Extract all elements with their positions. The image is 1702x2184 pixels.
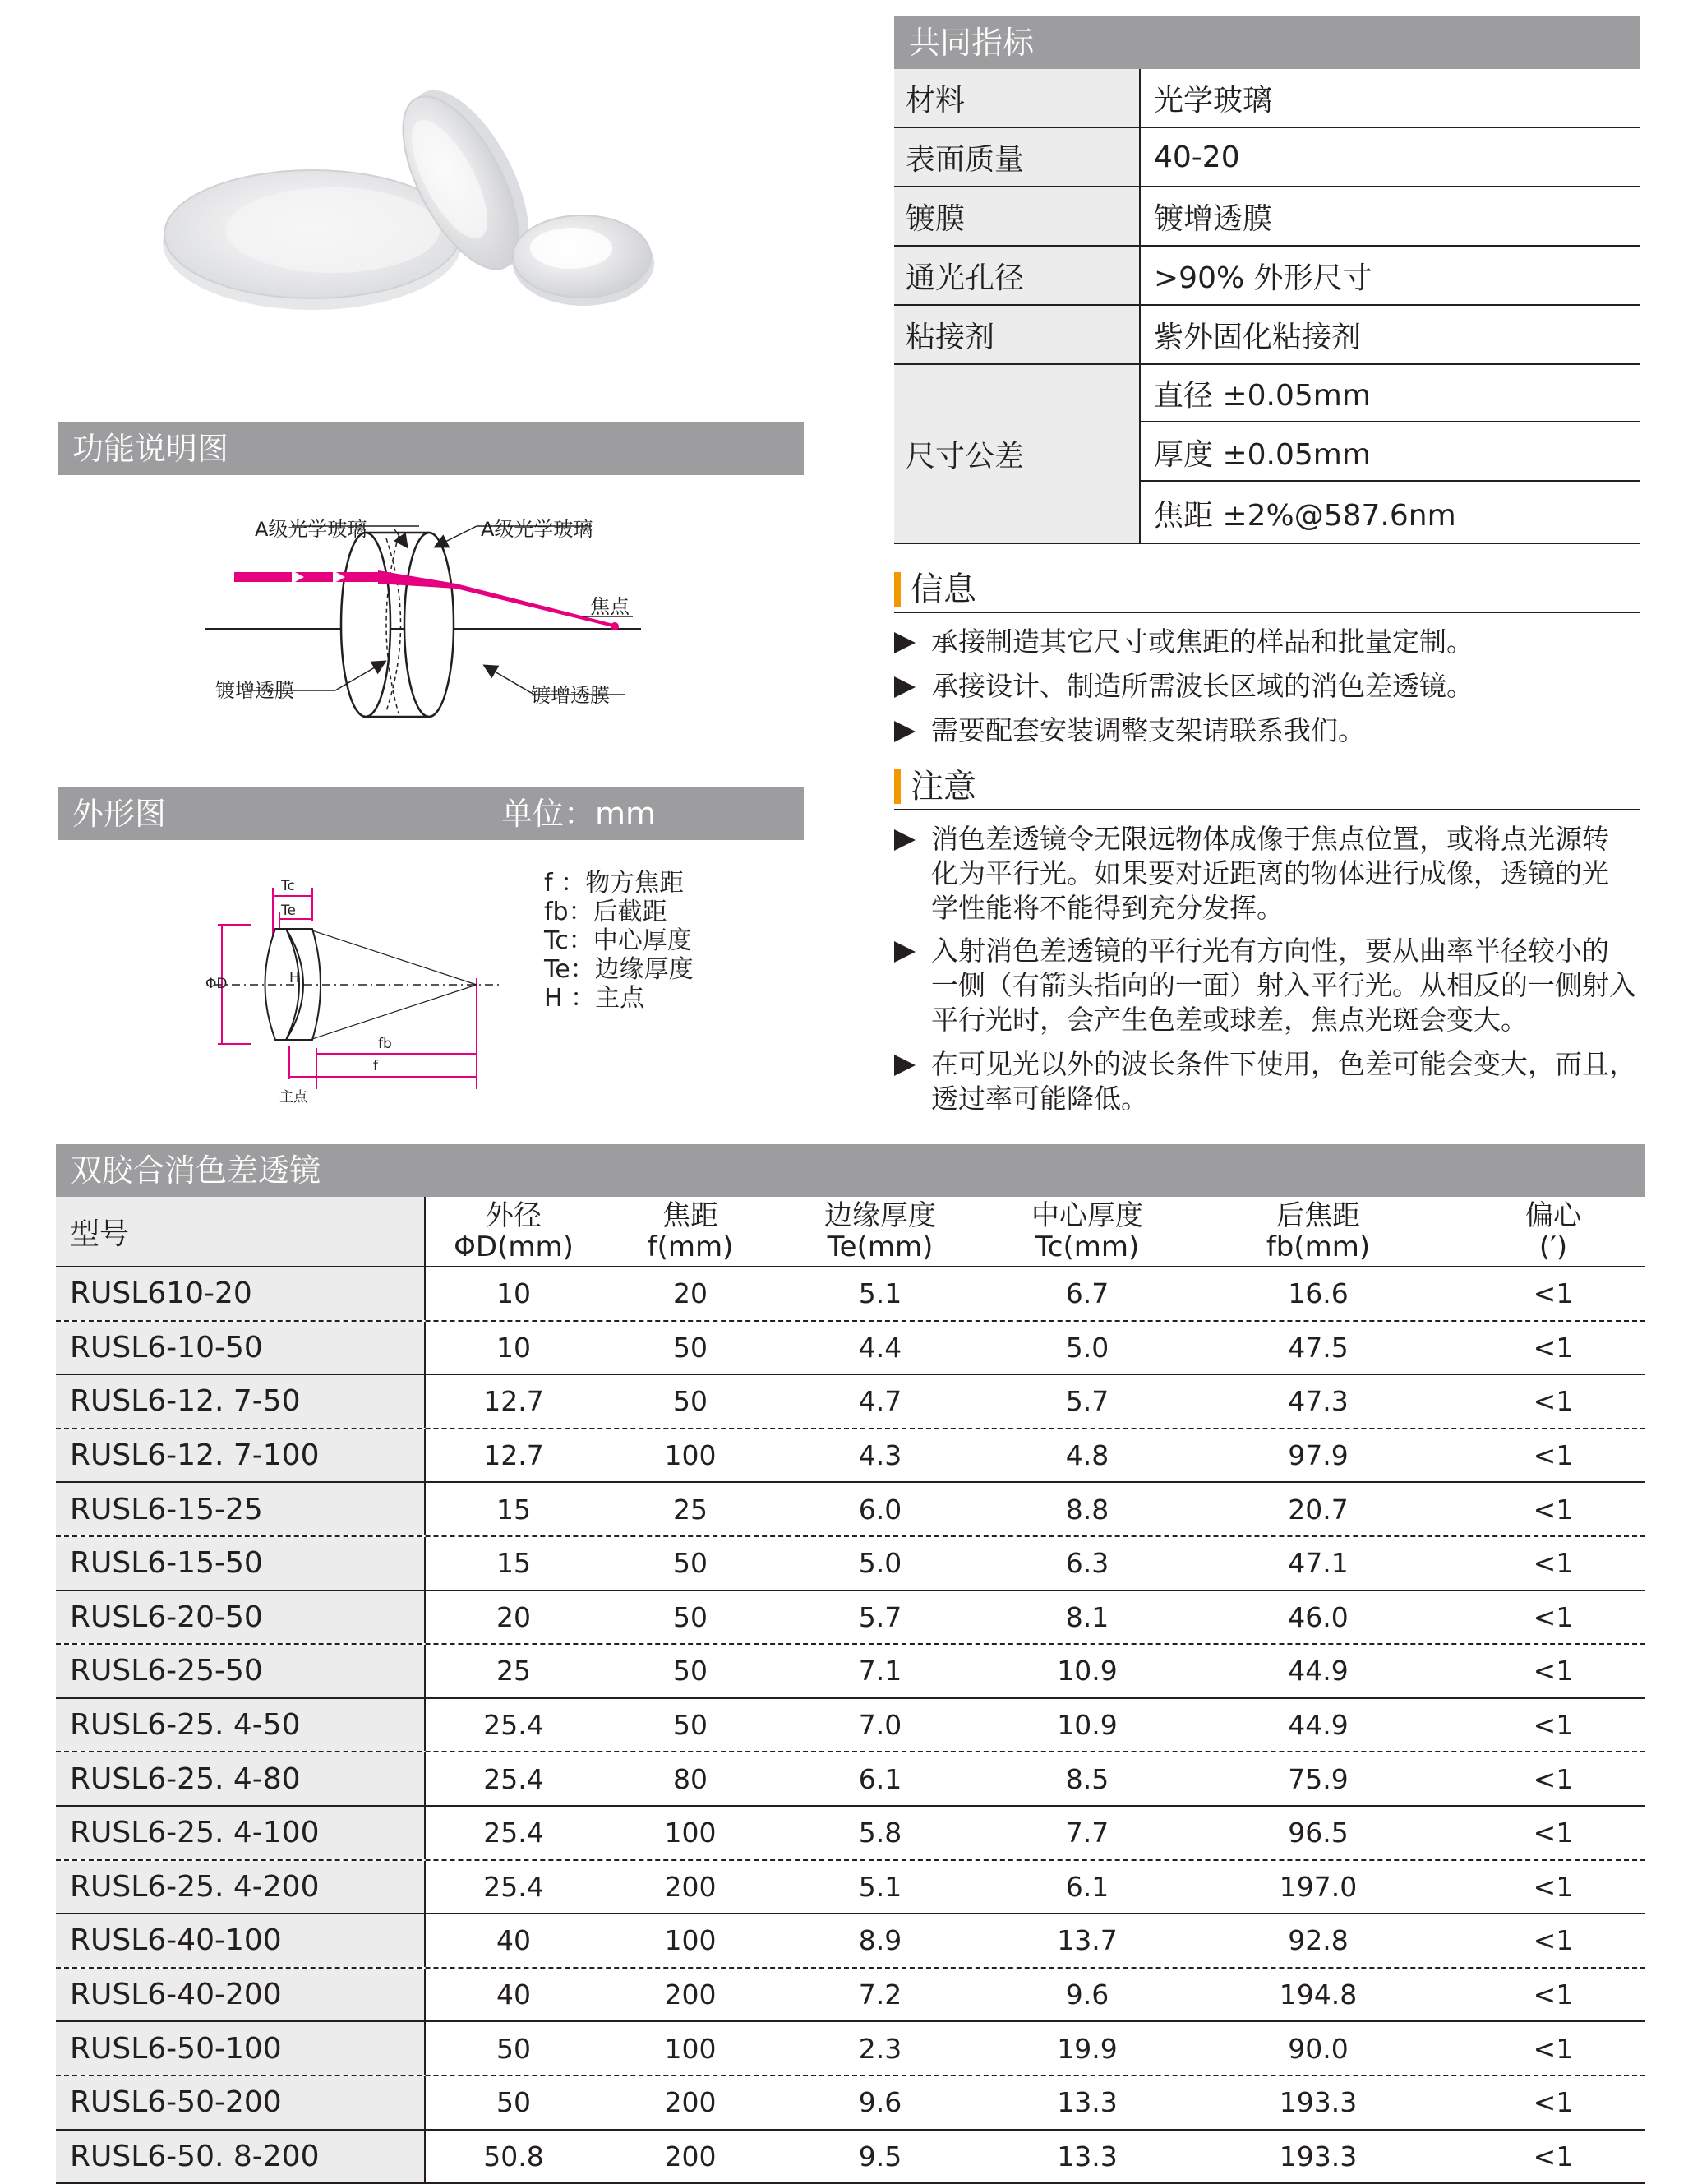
value-cell: 5.7 [858, 1600, 902, 1633]
info-title: 信息 [911, 570, 976, 608]
spec-value: 镀增透膜 [1154, 201, 1273, 236]
table-row [56, 1969, 1645, 2023]
value-cell: 8.8 [1065, 1493, 1109, 1526]
label-phi-d: ΦD [205, 976, 228, 992]
bullet-arrow-icon [894, 829, 916, 851]
model-cell: RUSL6-25. 4-100 [56, 1807, 426, 1859]
value-cell: 20 [496, 1600, 531, 1633]
model-header-cell [56, 1197, 426, 1266]
value-cell: 92.8 [1288, 1924, 1349, 1957]
model-cell: RUSL6-40-200 [56, 1969, 426, 2021]
value-cell: 2.3 [858, 2032, 902, 2065]
value-cell: 47.3 [1288, 1385, 1349, 1418]
bullet-arrow-icon [894, 676, 916, 698]
value-cell: 20 [673, 1277, 708, 1310]
value-cell: 6.3 [1065, 1547, 1109, 1580]
spec-table [894, 16, 1640, 544]
bullet-arrow-icon [894, 941, 916, 963]
spec-value: 40-20 [1154, 140, 1240, 174]
value-cell: 10 [496, 1331, 531, 1364]
section-marker [894, 769, 901, 804]
product-title-bar [56, 1144, 1645, 1197]
note-item: 入射消色差透镜的平行光有方向性，要从曲率半径较小的 一侧（有箭头指向的一面）射入平行光。从相反的一侧射入 平行光时，会产生色差或球差，焦点光斑会变大。 [894, 934, 1640, 1037]
spec-divider [1139, 69, 1141, 544]
spec-value: 光学玻璃 [1154, 83, 1273, 118]
spec-row [894, 69, 1640, 128]
value-cell: <1 [1533, 1331, 1574, 1364]
value-cell: 194.8 [1279, 1979, 1358, 2011]
spec-value: 紫外固化粘接剂 [1154, 320, 1362, 354]
table-row [56, 1267, 1645, 1322]
value-cell: 5.1 [858, 1870, 902, 1903]
model-cell: RUSL6-15-50 [56, 1537, 426, 1590]
model-cell: RUSL6-15-25 [56, 1483, 426, 1535]
value-cell: 8.9 [858, 1924, 902, 1957]
table-row [56, 1429, 1645, 1484]
value-cell: <1 [1533, 1547, 1574, 1580]
value-cell: <1 [1533, 2140, 1574, 2172]
value-cell: 25.4 [483, 1762, 544, 1795]
legend-1: f ：物方焦距 [544, 869, 685, 898]
value-cell: 5.0 [1065, 1331, 1109, 1364]
model-cell: RUSL6-12. 7-50 [56, 1375, 426, 1428]
label-te: Te [281, 903, 296, 919]
value-cell: 46.0 [1288, 1600, 1349, 1633]
value-cell: 10 [496, 1277, 531, 1310]
value-cell: <1 [1533, 2086, 1574, 2119]
value-cell: 200 [664, 2086, 717, 2119]
value-cell: 50 [673, 1547, 708, 1580]
value-cell: 47.5 [1288, 1331, 1349, 1364]
product-table-header [56, 1197, 1645, 1267]
value-cell: 80 [673, 1762, 708, 1795]
label-coating-1: 镀增透膜 [215, 679, 294, 702]
legend-4: Te：边缘厚度 [544, 955, 694, 984]
value-cell: 75.9 [1288, 1762, 1349, 1795]
note-item: 在可见光以外的波长条件下使用，色差可能会变大，而且， 透过率可能降低。 [894, 1047, 1640, 1116]
value-cell: <1 [1533, 1924, 1574, 1957]
value-cell: 13.3 [1057, 2140, 1118, 2172]
value-cell: <1 [1533, 2032, 1574, 2065]
label-a-glass-2: A级光学玻璃 [481, 518, 593, 541]
spec-key: 尺寸公差 [894, 365, 1139, 543]
value-cell: 25.4 [483, 1870, 544, 1903]
value-cell: 4.4 [858, 1331, 902, 1364]
model-cell: RUSL610-20 [56, 1267, 426, 1320]
function-diagram-title: 功能说明图 [72, 431, 229, 467]
spec-row [894, 247, 1640, 306]
legend-3: Tc：中心厚度 [544, 926, 692, 955]
value-cell: 10.9 [1057, 1709, 1118, 1742]
value-cell: 7.0 [858, 1709, 902, 1742]
value-cell: 96.5 [1288, 1817, 1349, 1849]
spec-title-bar [894, 16, 1640, 69]
spec-key: 表面质量 [894, 128, 1139, 186]
column-header: 偏心 (′) [1525, 1199, 1581, 1263]
model-cell: RUSL6-12. 7-100 [56, 1429, 426, 1482]
table-row [56, 1537, 1645, 1591]
bullet-arrow-icon [894, 721, 916, 742]
value-cell: 25.4 [483, 1817, 544, 1849]
table-row [56, 1591, 1645, 1646]
model-cell: RUSL6-25-50 [56, 1645, 426, 1697]
value-cell: 4.7 [858, 1385, 902, 1418]
column-header: 焦距 f(mm) [647, 1199, 734, 1263]
spec-title: 共同指标 [909, 25, 1035, 61]
label-f: f [373, 1058, 378, 1074]
table-row [56, 1699, 1645, 1753]
model-header: 型号 [70, 1217, 130, 1251]
model-cell: RUSL6-50-100 [56, 2022, 426, 2075]
tolerance-focal-length: 焦距 ±2%@587.6nm [1154, 498, 1456, 533]
note-section-header [894, 764, 1640, 810]
bullet-arrow-icon [894, 1055, 916, 1076]
value-cell: 20.7 [1288, 1493, 1349, 1526]
value-cell: 4.3 [858, 1439, 902, 1472]
table-row [56, 2076, 1645, 2131]
value-cell: 25.4 [483, 1709, 544, 1742]
model-cell: RUSL6-50. 8-200 [56, 2131, 426, 2183]
outline-diagram-title-bar [58, 787, 804, 840]
value-cell: 5.1 [858, 1277, 902, 1310]
tolerance-diameter: 直径 ±0.05mm [1141, 365, 1640, 422]
value-cell: <1 [1533, 1600, 1574, 1633]
value-cell: 7.7 [1065, 1817, 1109, 1849]
spec-key: 镀膜 [894, 187, 1139, 245]
table-row [56, 1483, 1645, 1537]
model-cell: RUSL6-50-200 [56, 2076, 426, 2129]
value-cell: <1 [1533, 1762, 1574, 1795]
section-marker [894, 572, 901, 607]
value-cell: <1 [1533, 1493, 1574, 1526]
product-title: 双胶合消色差透镜 [71, 1152, 321, 1189]
model-cell: RUSL6-25. 4-50 [56, 1699, 426, 1752]
label-h: H [289, 970, 300, 986]
value-cell: 50.8 [483, 2140, 544, 2172]
label-fb: fb [378, 1036, 392, 1052]
label-coating-2: 镀增透膜 [531, 684, 610, 707]
label-tc: Tc [281, 878, 295, 894]
table-row [56, 1914, 1645, 1969]
spec-row-tolerance [894, 365, 1640, 544]
table-row [56, 1752, 1645, 1807]
label-focus: 焦点 [590, 595, 630, 618]
value-cell: 90.0 [1288, 2032, 1349, 2065]
value-cell: 10.9 [1057, 1655, 1118, 1688]
value-cell: 50 [673, 1331, 708, 1364]
value-cell: 40 [496, 1979, 531, 2011]
value-cell: 200 [664, 1979, 717, 2011]
table-row [56, 2131, 1645, 2184]
legend-5: H ：主点 [544, 984, 645, 1013]
table-row [56, 2022, 1645, 2076]
info-section-header [894, 567, 1640, 613]
value-cell: 100 [664, 2032, 717, 2065]
table-row [56, 1645, 1645, 1699]
label-principal-point: 主点 [279, 1089, 307, 1106]
bullet-arrow-icon [894, 632, 916, 653]
column-header: 中心厚度 Tc(mm) [1031, 1199, 1143, 1263]
value-cell: <1 [1533, 1439, 1574, 1472]
value-cell: 47.1 [1288, 1547, 1349, 1580]
value-cell: <1 [1533, 1655, 1574, 1688]
value-cell: 50 [673, 1600, 708, 1633]
value-cell: 100 [664, 1817, 717, 1849]
legend-2: fb：后截距 [544, 898, 667, 926]
value-cell: 9.6 [1065, 1979, 1109, 2011]
spec-row [894, 187, 1640, 247]
value-cell: 193.3 [1279, 2086, 1358, 2119]
value-cell: 25 [673, 1493, 708, 1526]
value-cell: 13.7 [1057, 1924, 1118, 1957]
info-item: 需要配套安装调整支架请联系我们。 [894, 713, 1640, 748]
model-cell: RUSL6-25. 4-80 [56, 1752, 426, 1805]
info-item: 承接制造其它尺寸或焦距的样品和批量定制。 [894, 625, 1640, 659]
value-cell: 50 [496, 2086, 531, 2119]
value-cell: 197.0 [1279, 1870, 1358, 1903]
value-cell: 100 [664, 1439, 717, 1472]
value-cell: <1 [1533, 1709, 1574, 1742]
model-cell: RUSL6-40-100 [56, 1914, 426, 1967]
table-row [56, 1375, 1645, 1429]
spec-row [894, 306, 1640, 365]
table-row [56, 1861, 1645, 1915]
value-cell: 7.2 [858, 1979, 902, 2011]
value-cell: 5.7 [1065, 1385, 1109, 1418]
model-cell: RUSL6-20-50 [56, 1591, 426, 1644]
tolerance-thickness: 厚度 ±0.05mm [1141, 424, 1640, 482]
outline-diagram [197, 871, 510, 1110]
note-title: 注意 [911, 768, 976, 806]
value-cell: 16.6 [1288, 1277, 1349, 1310]
table-row [56, 1322, 1645, 1376]
spec-key: 材料 [894, 69, 1139, 127]
value-cell: <1 [1533, 1277, 1574, 1310]
value-cell: 193.3 [1279, 2140, 1358, 2172]
value-cell: 5.8 [858, 1817, 902, 1849]
value-cell: 44.9 [1288, 1655, 1349, 1688]
table-row [56, 1807, 1645, 1861]
value-cell: 15 [496, 1493, 531, 1526]
value-cell: 12.7 [483, 1385, 544, 1418]
value-cell: 6.1 [858, 1762, 902, 1795]
outline-diagram-title: 外形图 [72, 796, 167, 832]
value-cell: 25 [496, 1655, 531, 1688]
value-cell: 12.7 [483, 1439, 544, 1472]
function-diagram-title-bar [58, 422, 804, 475]
value-cell: 6.7 [1065, 1277, 1109, 1310]
value-cell: 6.0 [858, 1493, 902, 1526]
value-cell: <1 [1533, 1385, 1574, 1418]
spec-key: 粘接剂 [894, 306, 1139, 363]
value-cell: 97.9 [1288, 1439, 1349, 1472]
value-cell: 5.0 [858, 1547, 902, 1580]
value-cell: 50 [673, 1709, 708, 1742]
lens-product-photo [156, 66, 682, 329]
model-cell: RUSL6-10-50 [56, 1322, 426, 1374]
value-cell: 50 [496, 2032, 531, 2065]
value-cell: 200 [664, 2140, 717, 2172]
spec-row [894, 128, 1640, 187]
column-header: 边缘厚度 Te(mm) [824, 1199, 936, 1263]
value-cell: 8.1 [1065, 1600, 1109, 1633]
column-header: 外径 ΦD(mm) [454, 1199, 574, 1263]
value-cell: 19.9 [1057, 2032, 1118, 2065]
model-cell: RUSL6-25. 4-200 [56, 1861, 426, 1914]
value-cell: 6.1 [1065, 1870, 1109, 1903]
value-cell: 9.5 [858, 2140, 902, 2172]
value-cell: 9.6 [858, 2086, 902, 2119]
value-cell: 44.9 [1288, 1709, 1349, 1742]
value-cell: 200 [664, 1870, 717, 1903]
label-a-glass-1: A级光学玻璃 [255, 518, 367, 541]
value-cell: 100 [664, 1924, 717, 1957]
value-cell: <1 [1533, 1870, 1574, 1903]
value-cell: 50 [673, 1655, 708, 1688]
value-cell: 15 [496, 1547, 531, 1580]
spec-value: >90% 外形尺寸 [1154, 261, 1372, 295]
column-header: 后焦距 fb(mm) [1266, 1199, 1371, 1263]
info-item: 承接设计、制造所需波长区域的消色差透镜。 [894, 669, 1640, 704]
value-cell: 40 [496, 1924, 531, 1957]
product-table [56, 1144, 1645, 2182]
value-cell: 50 [673, 1385, 708, 1418]
value-cell: 4.8 [1065, 1439, 1109, 1472]
note-item: 消色差透镜令无限远物体成像于焦点位置，或将点光源转 化为平行光。如果要对近距离的物体进行成像，透镜的光 学性能将不能得到充分发挥。 [894, 822, 1640, 926]
value-cell: <1 [1533, 1817, 1574, 1849]
value-cell: <1 [1533, 1979, 1574, 2011]
value-cell: 7.1 [858, 1655, 902, 1688]
value-cell: 13.3 [1057, 2086, 1118, 2119]
spec-key: 通光孔径 [894, 247, 1139, 304]
value-cell: 8.5 [1065, 1762, 1109, 1795]
unit-label: 单位：mm [501, 796, 657, 832]
